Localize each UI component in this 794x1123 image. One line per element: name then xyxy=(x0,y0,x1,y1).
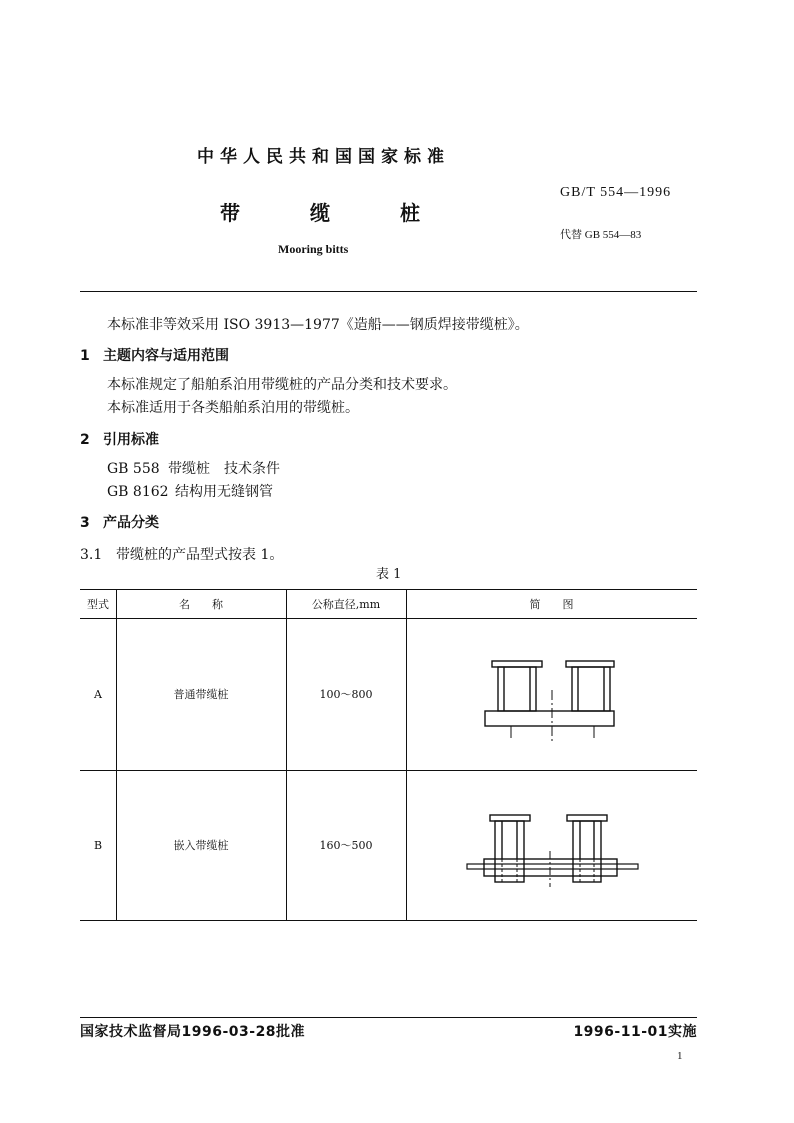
approval-date: 国家技术监督局1996-03-28批准 xyxy=(80,1024,306,1040)
row-a-name: 普通带缆桩 xyxy=(173,687,229,701)
right-bitt-post xyxy=(573,821,601,882)
intro-paragraph: 本标准非等效采用 ISO 3913—1977《造船——钢质焊接带缆桩》。 xyxy=(107,317,529,333)
clause-3-1-text: 带缆桩的产品型式按表 1。 xyxy=(116,547,284,563)
section3-heading: 产品分类 xyxy=(103,515,159,531)
left-bitt-post xyxy=(495,821,524,882)
reference-2-code: GB 8162 xyxy=(107,484,169,500)
row-b-diameter: 160～500 xyxy=(319,838,373,852)
reference-1-title: 带缆桩 技术条件 xyxy=(168,461,280,477)
section1-paragraph-1: 本标准规定了船舶系泊用带缆桩的产品分类和技术要求。 xyxy=(107,377,457,393)
row-b-diagram-cell xyxy=(407,771,697,919)
english-title: Mooring bitts xyxy=(278,242,349,256)
org-title: 中华人民共和国国家标准 xyxy=(197,147,450,167)
header-diameter: 公称直径,mm xyxy=(311,597,381,611)
section1-heading: 主题内容与适用范围 xyxy=(103,348,229,364)
standard-number: GB/T 554—1996 xyxy=(560,185,672,200)
header-diagram: 简 图 xyxy=(529,597,574,611)
row-a-diagram-cell xyxy=(407,618,697,770)
right-bitt-cap xyxy=(566,661,614,667)
inserted-bitt-diagram xyxy=(407,771,697,919)
replaces-note: 代替 GB 554—83 xyxy=(560,229,642,241)
left-bitt-cap xyxy=(490,815,530,821)
base-plate xyxy=(485,711,614,726)
document-title: 带 缆 桩 xyxy=(220,201,430,225)
section1-paragraph-2: 本标准适用于各类船舶系泊用的带缆桩。 xyxy=(107,400,359,416)
table-caption: 表 1 xyxy=(376,567,402,582)
row-b-type: B xyxy=(93,838,103,852)
product-type-table xyxy=(80,589,697,920)
reference-2-title: 结构用无缝钢管 xyxy=(175,484,273,500)
row-a-diameter: 100～800 xyxy=(319,687,373,701)
right-bitt-cap xyxy=(567,815,607,821)
row-a-type: A xyxy=(94,687,102,701)
section2-heading: 引用标准 xyxy=(103,432,159,448)
footer-divider xyxy=(80,1017,697,1018)
table-bottom-rule xyxy=(80,920,697,921)
row-b-name: 嵌入带缆桩 xyxy=(173,838,229,852)
header-type: 型式 xyxy=(87,597,109,611)
through-rod xyxy=(467,864,638,869)
page-number: 1 xyxy=(677,1050,683,1062)
section3-number: 3 xyxy=(80,515,90,531)
section2-number: 2 xyxy=(80,432,90,448)
header-name: 名 称 xyxy=(179,597,223,611)
implementation-date: 1996-11-01实施 xyxy=(573,1024,697,1040)
section1-number: 1 xyxy=(80,348,90,364)
ordinary-bitt-diagram xyxy=(407,618,697,770)
clause-3-1-number: 3.1 xyxy=(80,547,103,563)
header-divider xyxy=(80,291,697,292)
left-bitt-cap xyxy=(492,661,542,667)
reference-1-code: GB 558 xyxy=(107,461,160,477)
